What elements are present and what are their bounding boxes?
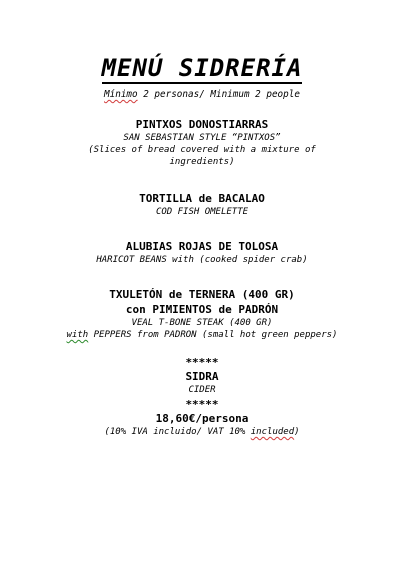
course-txuleton-name-line1: TXULETÓN de TERNERA (400 GR): [109, 288, 295, 301]
drink-name: SIDRA: [185, 370, 219, 383]
stars-divider-bottom: *****: [185, 398, 219, 411]
stars-divider-top: *****: [185, 356, 219, 369]
drink-translation: CIDER: [188, 385, 216, 395]
course-pintxos-translation: SAN SEBASTIAN STYLE “PINTXOS”: [123, 133, 281, 143]
course-tortilla-name: TORTILLA de BACALAO: [139, 192, 265, 205]
price-per-person: 18,60€/persona: [155, 412, 249, 425]
course-txuleton-translation: VEAL T-BONE STEAK (400 GR): [131, 318, 273, 328]
course-alubias-name: ALUBIAS ROJAS DE TOLOSA: [125, 240, 279, 253]
menu-title: MENÚ SIDRERÍA: [101, 54, 303, 82]
minimum-people-note: Mínimo 2 personas/ Minimum 2 people: [104, 89, 300, 100]
course-pintxos-name: PINTXOS DONOSTIARRAS: [135, 118, 269, 131]
course-txuleton-name-line2: con PIMIENTOS de PADRÓN: [125, 303, 279, 316]
course-tortilla-translation: COD FISH OMELETTE: [155, 207, 249, 217]
course-txuleton-translation-line2: with PEPPERS from PADRON (small hot green peppers): [66, 330, 338, 340]
course-pintxos-note-line1: (Slices of bread covered with a mixture of: [88, 145, 316, 155]
course-pintxos-note-line2: ingredients): [169, 157, 235, 167]
vat-note: (10% IVA incluido/ VAT 10% included): [104, 427, 300, 437]
course-alubias-translation: HARICOT BEANS with (cooked spider crab): [96, 255, 308, 265]
